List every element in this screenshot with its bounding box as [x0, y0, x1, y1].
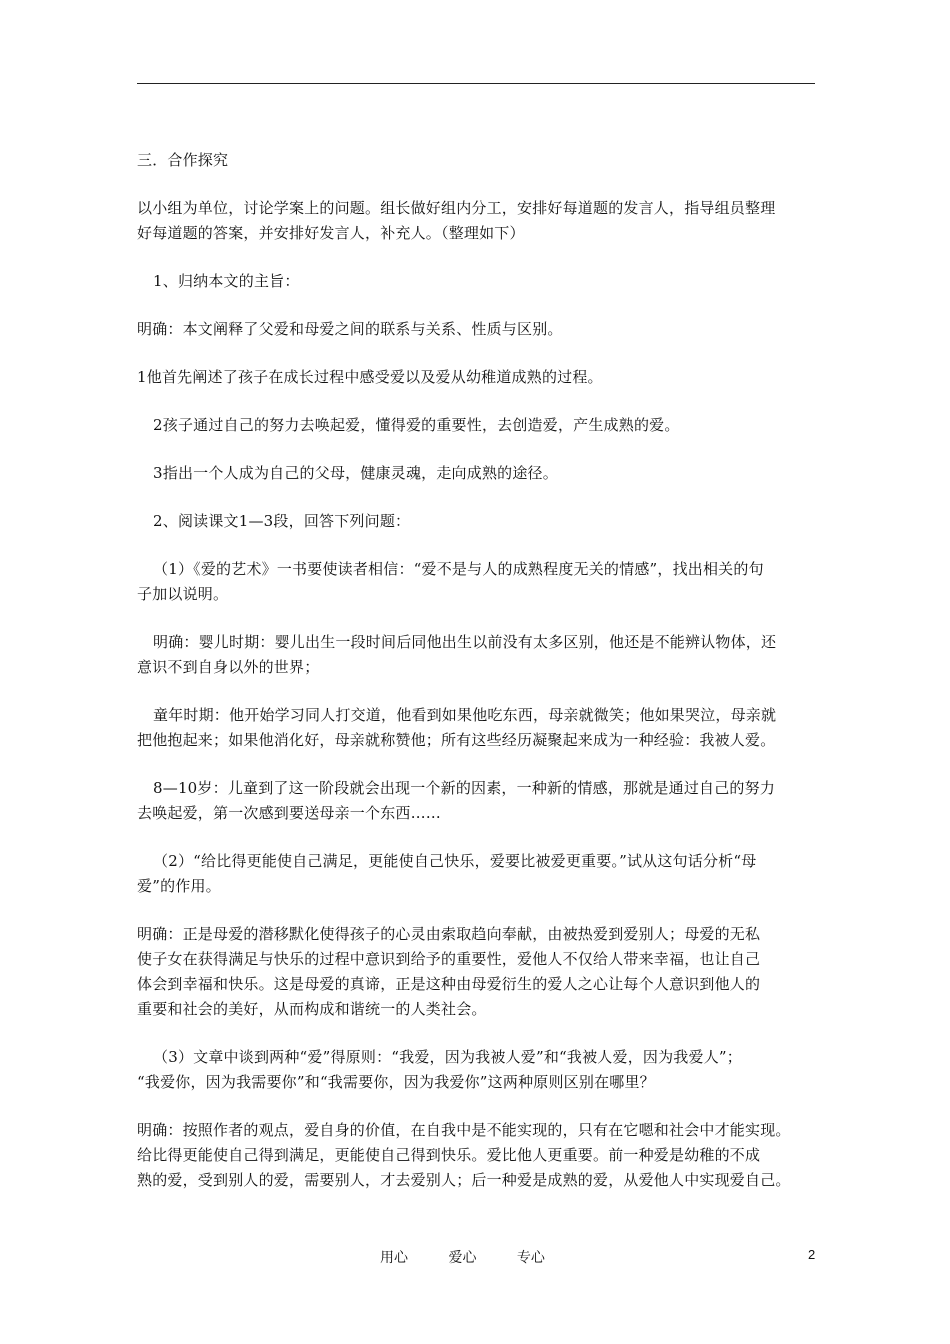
q2-sub2-line-2: 爱”的作用。	[137, 877, 221, 895]
footer-left: 用心	[380, 1250, 408, 1266]
q2-ans3-line-1: 明确：按照作者的观点，爱自身的价值，在自我中是不能实现的，只有在它嗯和社会中才能实现。	[137, 1121, 791, 1139]
footer-right: 专心	[516, 1250, 545, 1266]
footer-mid: 爱心	[448, 1250, 477, 1266]
q2-sub3-line-2: “我爱你，因为我需要你”和“我需要你，因为我爱你”这两种原则区别在哪里？	[137, 1073, 655, 1091]
q2-sub3-line-1: （3）文章中谈到两种“爱”得原则：“我爱，因为我被人爱”和“我被人爱，因为我爱人”；	[153, 1048, 742, 1066]
q2-ans2-line-4: 重要和社会的美好，从而构成和谐统一的人类社会。	[137, 1000, 487, 1018]
q1-point-1: 1他首先阐述了孩子在成长过程中感受爱以及爱从幼稚道成熟的过程。	[137, 368, 603, 386]
q2-sub1-line-2: 子加以说明。	[137, 585, 229, 603]
q2-ans1c-line-2: 去唤起爱，第一次感到要送母亲一个东西……	[137, 804, 442, 822]
intro-line-1: 以小组为单位，讨论学案上的问题。组长做好组内分工，安排好每道题的发言人，指导组员整理	[137, 199, 776, 217]
q1-title: 1、归纳本文的主旨：	[153, 272, 300, 290]
q2-ans1b-line-1: 童年时期：他开始学习同人打交道，他看到如果他吃东西，母亲就微笑；他如果哭泣，母亲就	[153, 706, 777, 724]
q2-ans1a-line-1: 明确：婴儿时期：婴儿出生一段时间后同他出生以前没有太多区别，他还是不能辨认物体，还	[153, 633, 777, 651]
q1-point-3: 3指出一个人成为自己的父母，健康灵魂，走向成熟的途径。	[153, 464, 558, 482]
q2-ans3-line-2: 给比得更能使自己得到满足，更能使自己得到快乐。爱比他人更重要。前一种爱是幼稚的不成	[137, 1146, 761, 1164]
page-number: 2	[808, 1247, 816, 1262]
q2-ans1b-line-2: 把他抱起来；如果他消化好，母亲就称赞他；所有这些经历凝聚起来成为一种经验：我被人爱。	[137, 731, 776, 749]
document-body	[137, 148, 815, 1193]
q1-point-2: 2孩子通过自己的努力去唤起爱，懂得爱的重要性，去创造爱，产生成熟的爱。	[153, 416, 680, 434]
q2-ans2-line-1: 明确：正是母爱的潜移默化使得孩子的心灵由索取趋向奉献，由被热爱到爱别人；母爱的无私	[137, 925, 761, 943]
q1-answer: 明确：本文阐释了父爱和母爱之间的联系与关系、性质与区别。	[137, 320, 563, 338]
q2-ans2-line-2: 使子女在获得满足与快乐的过程中意识到给予的重要性，爱他人不仅给人带来幸福，也让自己	[137, 950, 761, 968]
q2-ans1c-line-1: 8—10岁：儿童到了这一阶段就会出现一个新的因素，一种新的情感，那就是通过自己的努力	[153, 779, 776, 797]
q2-ans3-line-3: 熟的爱，受到别人的爱，需要别人，才去爱别人；后一种爱是成熟的爱，从爱他人中实现爱自己。	[137, 1171, 791, 1189]
q2-ans1a-line-2: 意识不到自身以外的世界；	[137, 658, 320, 676]
intro-line-2: 好每道题的答案，并安排好发言人，补充人。（整理如下）	[137, 224, 525, 242]
footer-motto	[380, 1247, 581, 1267]
header-rule	[137, 83, 815, 84]
q2-title: 2、阅读课文1—3段，回答下列问题：	[153, 512, 411, 530]
q2-ans2-line-3: 体会到幸福和快乐。这是母爱的真谛，正是这种由母爱衍生的爱人之心让每个人意识到他人的	[137, 975, 761, 993]
q2-sub1-line-1: （1）《爱的艺术》一书要使读者相信：“爱不是与人的成熟程度无关的情感”，找出相关的句	[153, 560, 764, 578]
q2-sub2-line-1: （2）“给比得更能使自己满足，更能使自己快乐，爱要比被爱更重要。”试从这句话分析“母	[153, 852, 757, 870]
section-title: 三．合作探究	[137, 151, 229, 169]
